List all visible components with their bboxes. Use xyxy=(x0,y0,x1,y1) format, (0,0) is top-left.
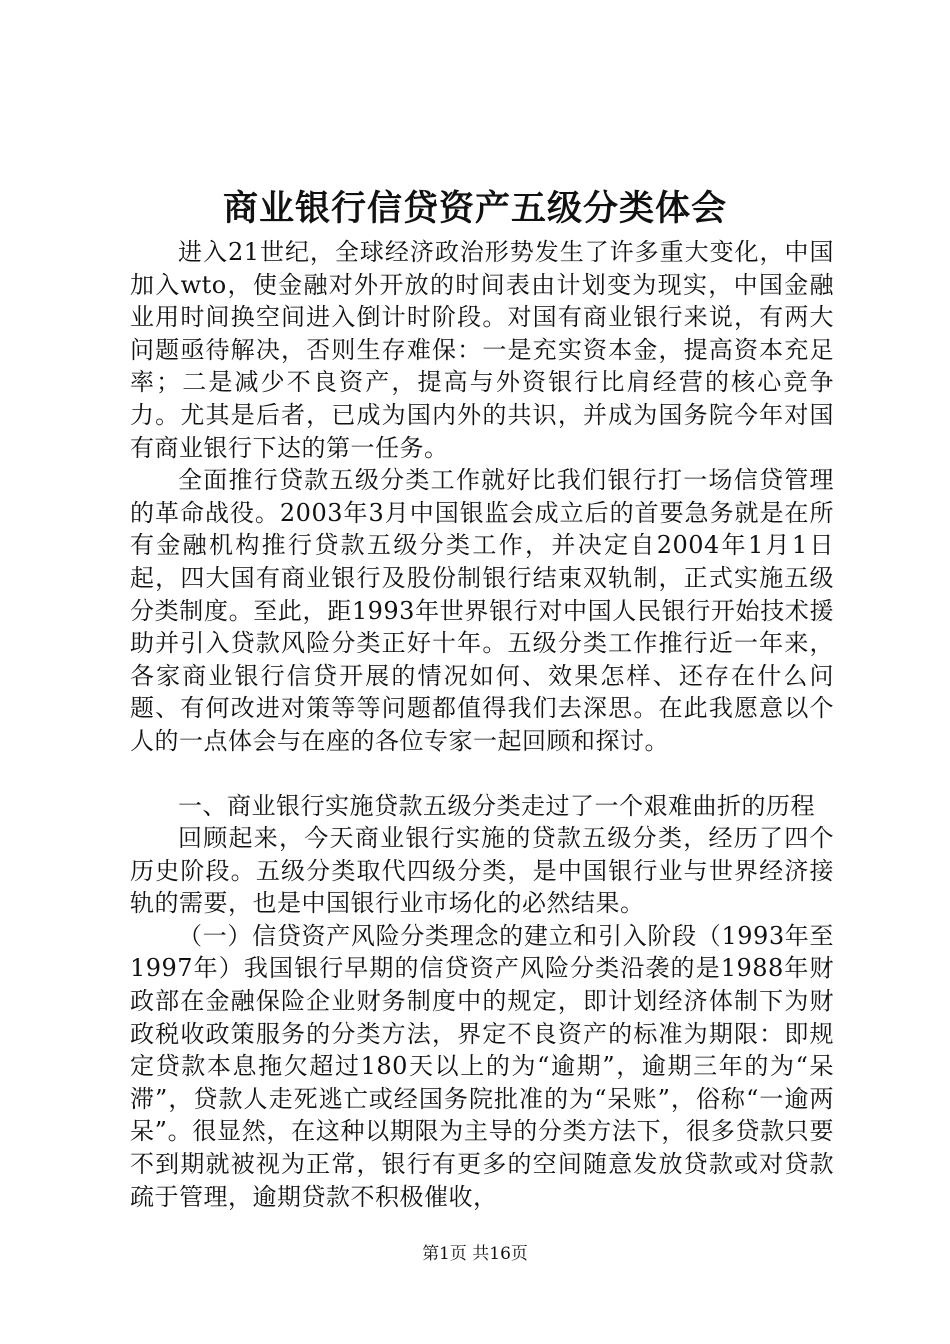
paragraph-five-level-classification: 全面推行贷款五级分类工作就好比我们银行打一场信贷管理的革命战役。2003年3月中国银监会成立后的首要急务就是在所有金融机构推行贷款五级分类工作，并决定自2004年1月1日起，四大国有商业银行及股份制银行结束双轨制，正式实施五级分类制度。至此，距1993年世界银行对中国人民银行开始技术援助并引入贷款风险分类正好十年。五级分类工作推行近一年来，各家商业银行信贷开展的情况如何、效果怎样、还存在什么问题、有何改进对策等等问题都值得我们去深思。在此我愿意以个人的一点体会与在座的各位专家一起回顾和探讨。 xyxy=(130,466,834,755)
document-title: 商业银行信贷资产五级分类体会 xyxy=(222,188,727,229)
paragraph-stage-one: （一）信贷资产风险分类理念的建立和引入阶段（1993年至1997年）我国银行早期的信贷资产风险分类沿袭的是1988年财政部在金融保险企业财务制度中的规定，即计划经济体制下为财政税收政策服务的分类方法，界定不良资产的标准为期限：即规定贷款本息拖欠超过180天以上的为“逾期”，逾期三年的为“呆滞”，贷款人走死逃亡或经国务院批准的为“呆账”，俗称“一逾两呆”。很显然，在这种以期限为主导的分类方法下，很多贷款只要不到期就被视为正常，银行有更多的空间随意发放贷款或对贷款疏于管理，逾期贷款不积极催收， xyxy=(130,921,834,1211)
section-heading-1: 一、商业银行实施贷款五级分类走过了一个艰难曲折的历程 xyxy=(178,791,815,820)
document-body xyxy=(130,236,834,1213)
paragraph-intro: 进入21世纪，全球经济政治形势发生了许多重大变化，中国加入wto，使金融对外开放的时间表由计划变为现实，中国金融业用时间换空间进入倒计时阶段。对国有商业银行来说，有两大问题亟待解决，否则生存难保：一是充实资本金，提高资本充足率；二是减少不良资产，提高与外资银行比肩经营的核心竞争力。尤其是后者，已成为国内外的共识，并成为国务院今年对国有商业银行下达的第一任务。 xyxy=(130,238,834,462)
page-footer: 第1页 共16页 xyxy=(422,1244,528,1264)
paragraph-review: 回顾起来，今天商业银行实施的贷款五级分类，经历了四个历史阶段。五级分类取代四级分类，是中国银行业与世界经济接轨的需要，也是中国银行业市场化的必然结果。 xyxy=(130,824,834,918)
